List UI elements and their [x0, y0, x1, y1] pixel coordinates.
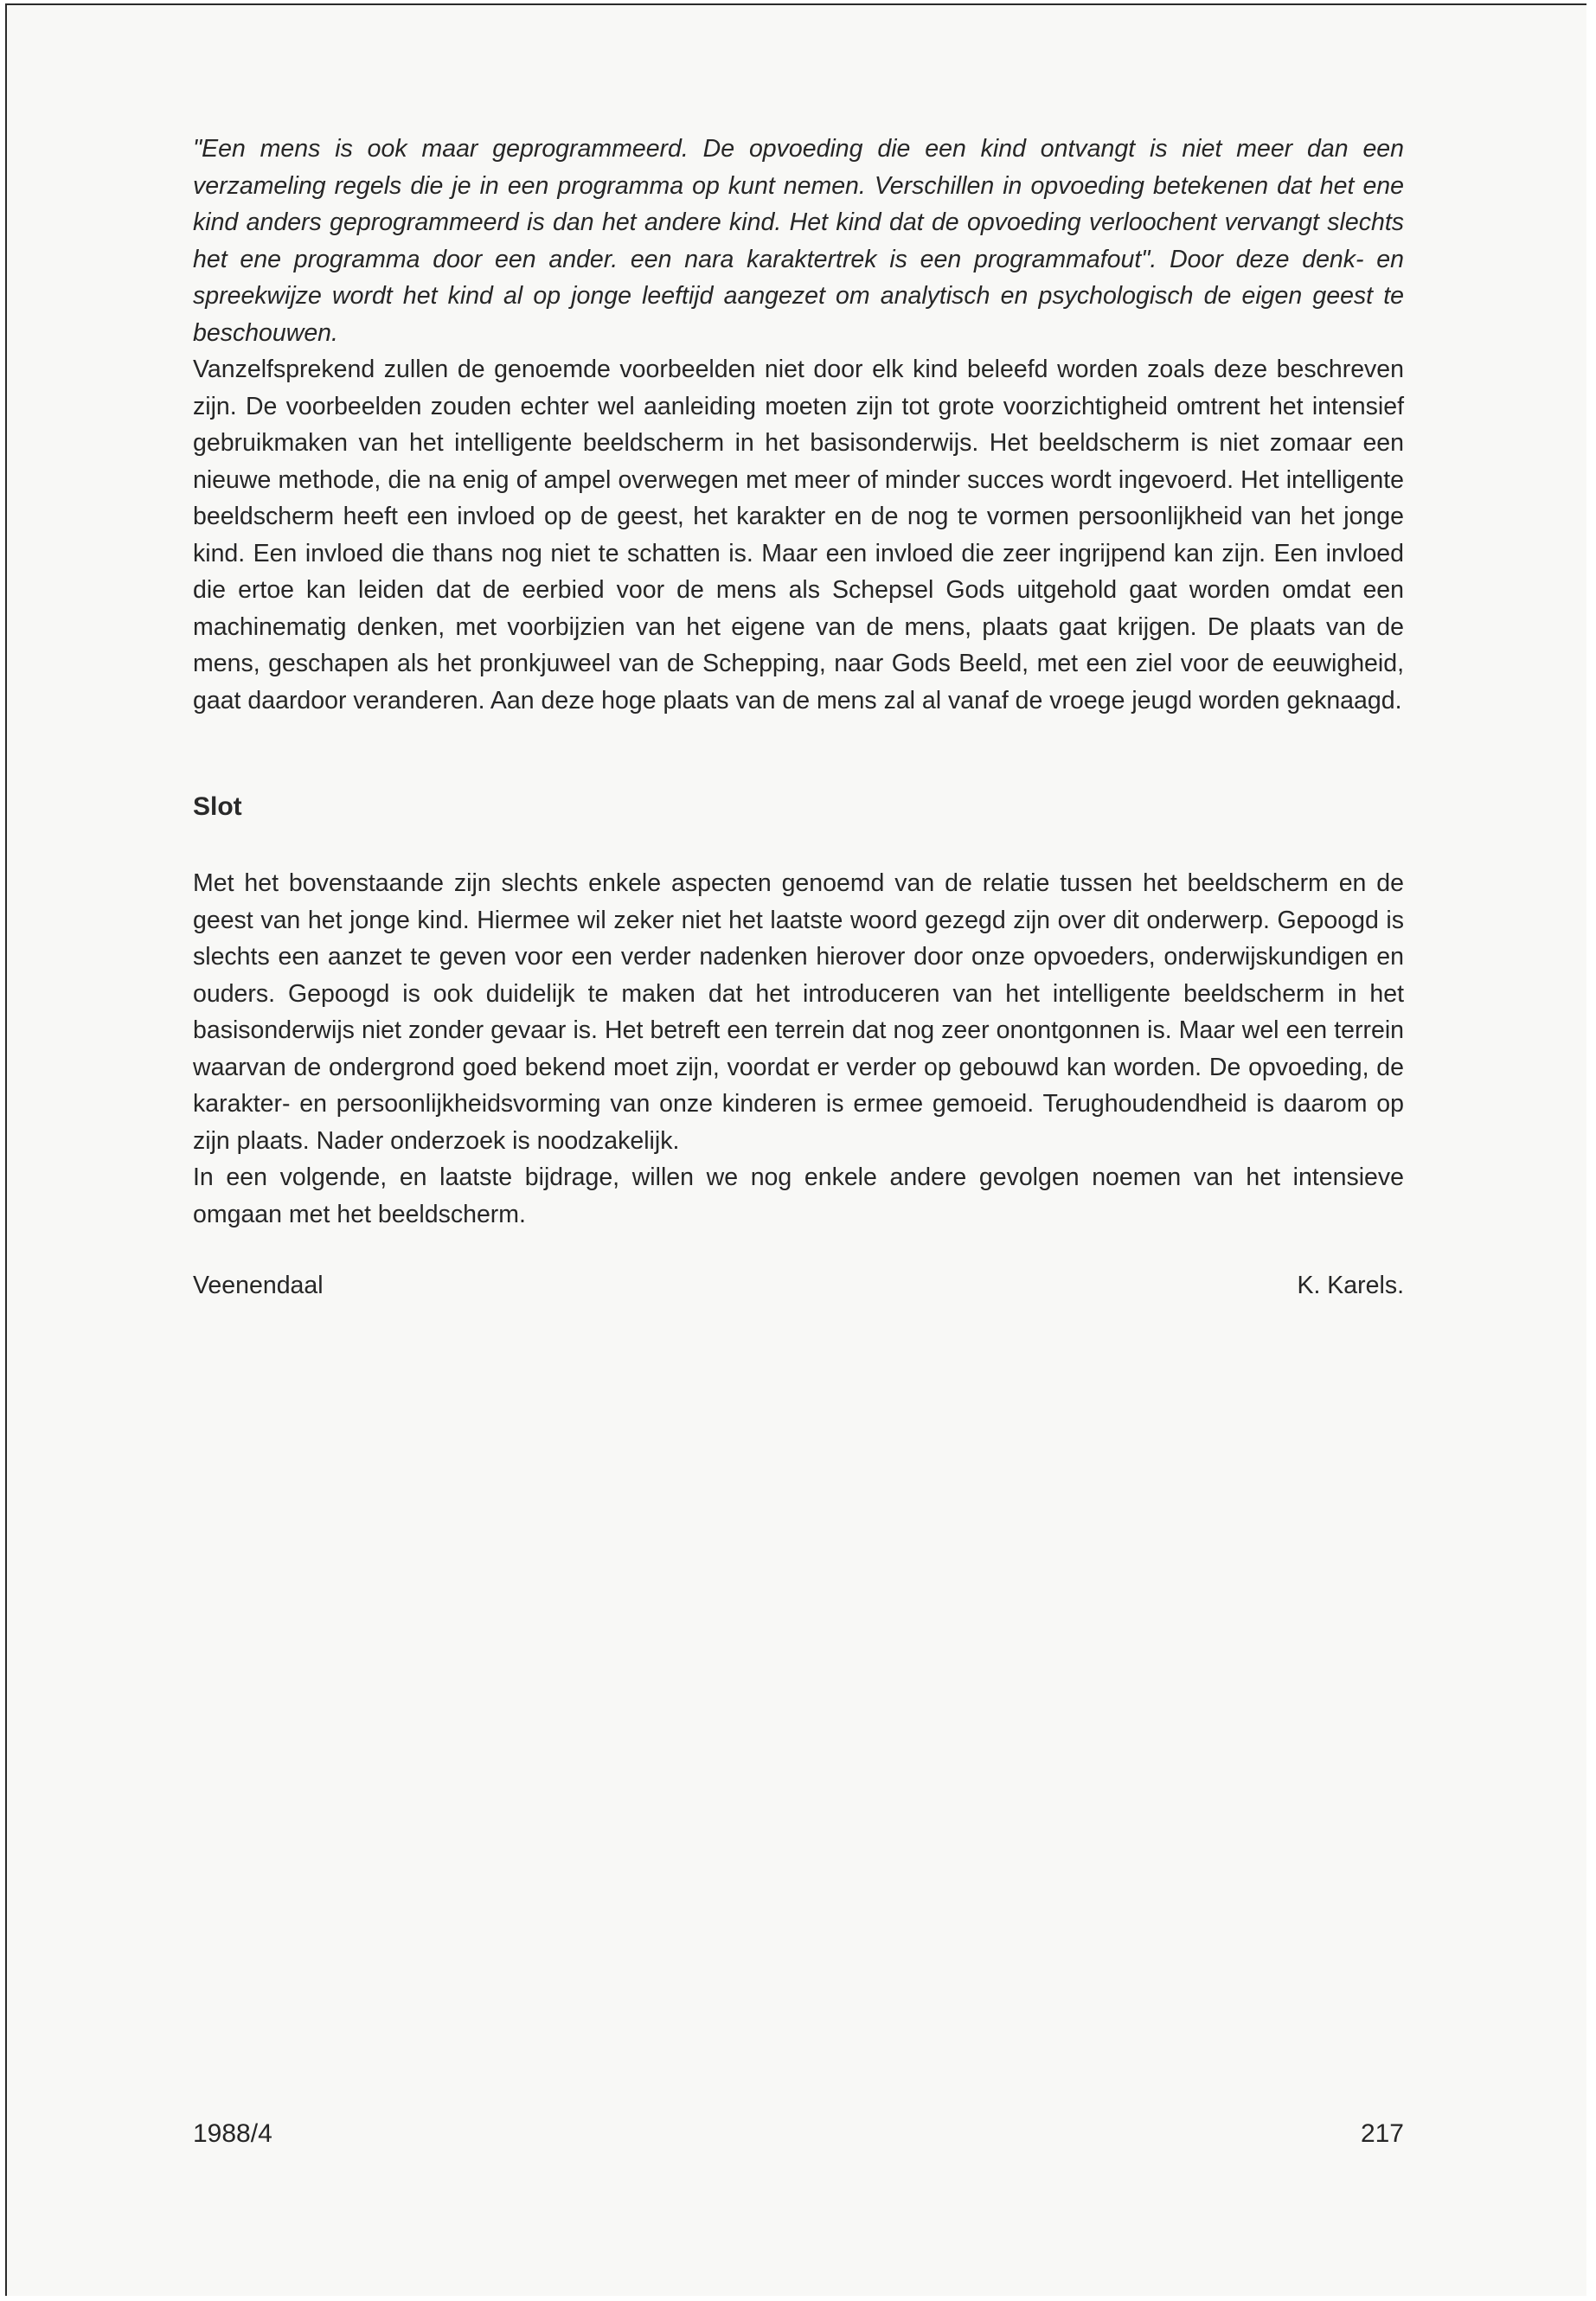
signature-row	[193, 1267, 1404, 1304]
body-paragraph: In een volgende, en laatste bijdrage, willen we nog enkele andere gevolgen noemen van het intensieve omgaan met het beeldscherm.	[193, 1163, 1404, 1228]
page-footer	[193, 2116, 1404, 2152]
article-body	[193, 131, 1404, 1304]
quote-paragraph: "Een mens is ook maar geprogrammeerd. De opvoeding die een kind ontvangt is niet meer dan een verzameling regels die je in een programma op kunt nemen. Verschillen in opvoeding betekenen dat het ene kind anders geprogrammeerd is dan het andere kind. Het kind dat de opvoeding verloochent vervangt slechts het ene programma door een ander. een nara karaktertrek is een programmafout". Door deze denk- en spreekwijze wordt het kind al op jonge leeftijd aangezet om analytisch en psychologisch de eigen geest te beschouwen.	[193, 135, 1404, 347]
body-paragraph: Vanzelfsprekend zullen de genoemde voorbeelden niet door elk kind beleefd worden zoals deze beschreven zijn. De voorbeelden zouden echter wel aanleiding moeten zijn tot grote voorzichtigheid omtrent het intensief gebruikmaken van het intelligente beeldscherm in het basisonderwijs. Het beeldscherm is niet zomaar een nieuwe methode, die na enig of ampel overwegen met meer of minder succes wordt ingevoerd. Het intelligente beeldscherm heeft een invloed op de geest, het karakter en de nog te vormen persoonlijkheid van het jonge kind. Een invloed die thans nog niet te schatten is. Maar een invloed die zeer ingrijpend kan zijn. Een invloed die ertoe kan leiden dat de eerbied voor de mens als Schepsel Gods uitgehold gaat worden omdat een machinematig denken, met voorbijzien van het eigene van de mens, plaats gaat krijgen. De plaats van de mens, geschapen als het pronkjuweel van de Schepping, naar Gods Beeld, met een ziel voor de eeuwigheid, gaat daardoor veranderen. Aan deze hoge plaats van de mens zal al vanaf de vroege jeugd worden geknaagd.	[193, 356, 1404, 715]
section-heading: Slot	[193, 792, 242, 821]
body-paragraph: Met het bovenstaande zijn slechts enkele aspecten genoemd van de relatie tussen het beeldscherm en de geest van het jonge kind. Hiermee wil zeker niet het laatste woord gezegd zijn over dit onderwerp. Gepoogd is slechts een aanzet te geven voor een verder nadenken hierover door onze opvoeders, onderwijskundigen en ouders. Gepoogd is ook duidelijk te maken dat het introduceren van het intelligente beeldscherm in het basisonderwijs niet zonder gevaar is. Het betreft een terrein dat nog zeer onontgonnen is. Maar wel een terrein waarvan de ondergrond goed bekend moet zijn, voordat er verder op gebouwd kan worden. De opvoeding, de karakter- en persoonlijkheidsvorming van onze kinderen is ermee gemoeid. Terughoudendheid is daarom op zijn plaats. Nader onderzoek is noodzakelijk.	[193, 869, 1404, 1155]
place-name: Veenendaal	[193, 1272, 324, 1299]
page	[5, 3, 1586, 2296]
page-number: 217	[1360, 2119, 1404, 2148]
author-name: K. Karels.	[1297, 1272, 1404, 1299]
issue-number: 1988/4	[193, 2119, 272, 2148]
